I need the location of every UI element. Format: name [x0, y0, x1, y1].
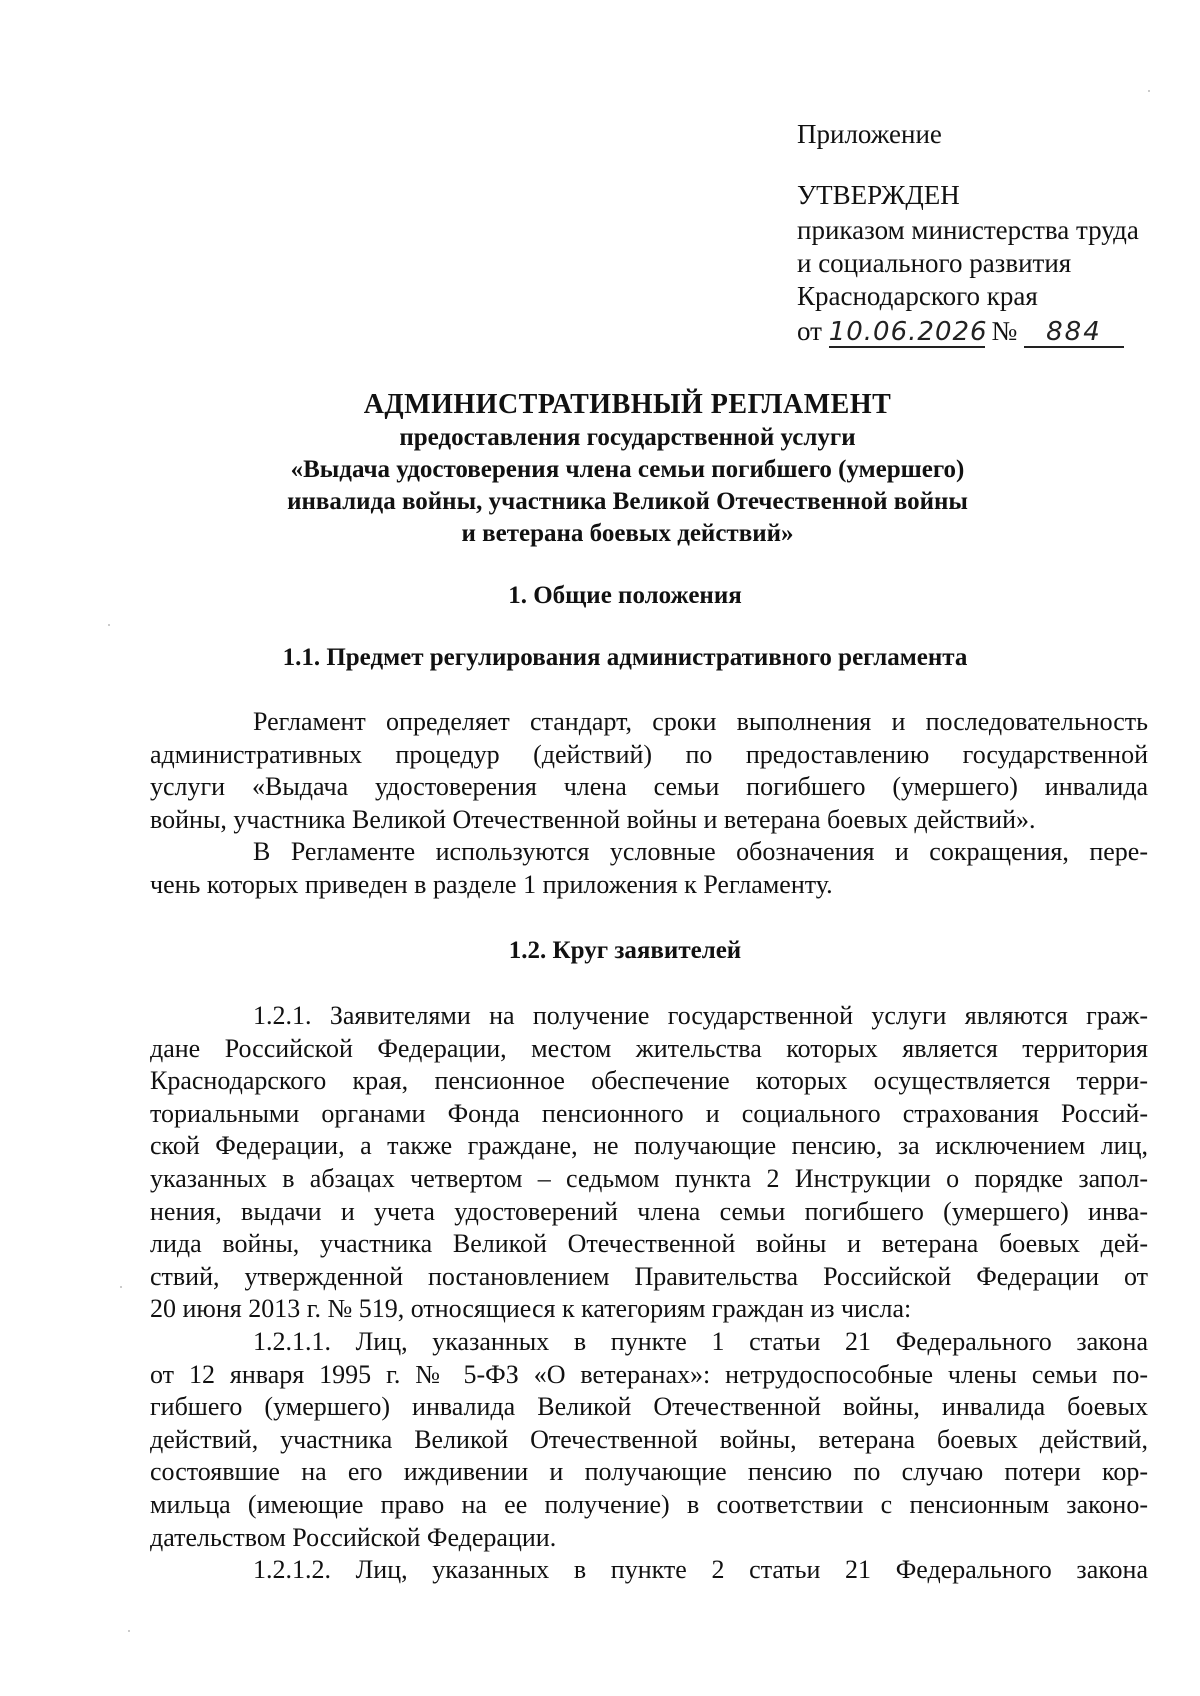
- handwritten-date: 10.06.2026: [828, 317, 988, 347]
- text-line: мильца (имеющие право на ее получение) в соответствии с пенсионным законо-: [150, 1489, 1148, 1519]
- text-line: гибшего (умершего) инвалида Великой Отечественной войны, инвалида боевых: [150, 1392, 1148, 1422]
- text-line: ствий, утвержденной постановлением Правительства Российской Федерации от: [150, 1261, 1148, 1291]
- approved-label: УТВЕРЖДЕН: [797, 180, 960, 210]
- section-1-2-body: [150, 1000, 1148, 1587]
- text-line: от 12 января 1995 г. № 5-ФЗ «О ветеранах»: нетрудоспособные члены семьи по-: [150, 1359, 1148, 1389]
- section-1-1-body: [150, 706, 1148, 902]
- document-title: [150, 388, 1105, 550]
- text-line: состоявшие на его иждивении и получающие пенсию по случаю потери кор-: [150, 1457, 1148, 1487]
- title-line: инвалида войны, участника Великой Отечественной войны: [287, 488, 968, 515]
- handwritten-number: 884: [1024, 318, 1124, 348]
- text-line: ториальными органами Фонда пенсионного и социального страхования Россий-: [150, 1098, 1148, 1128]
- text-line: чень которых приведен в разделе 1 приложения к Регламенту.: [150, 869, 833, 899]
- text-line: услуги «Выдача удостоверения члена семьи погибшего (умершего) инвалида: [150, 772, 1148, 802]
- text-line: лида войны, участника Великой Отечественной войны и ветерана боевых дей-: [150, 1229, 1148, 1259]
- number-prefix: №: [991, 316, 1018, 346]
- title-line: предоставления государственной услуги: [399, 424, 856, 451]
- text-line: войны, участника Великой Отечественной войны и ветерана боевых действий».: [150, 804, 1036, 834]
- title-main: АДМИНИСТРАТИВНЫЙ РЕГЛАМЕНТ: [363, 389, 892, 420]
- text-line: В Регламенте используются условные обозначения и сокращения, пере-: [253, 837, 1148, 867]
- approval-line: и социального развития: [797, 248, 1072, 278]
- scan-speck: [1148, 90, 1150, 92]
- scan-speck: [108, 624, 110, 626]
- subsection-heading: 1.1. Предмет регулирования административного регламента: [282, 644, 968, 671]
- text-line: Регламент определяет стандарт, сроки выполнения и последовательность: [253, 707, 1148, 736]
- approval-line: Краснодарского края: [797, 281, 1038, 311]
- text-line: дательством Российской Федерации.: [150, 1522, 557, 1552]
- text-line: административных процедур (действий) по предоставлению государственной: [150, 739, 1148, 769]
- text-line: 1.2.1. Заявителями на получение государственной услуги являются граж-: [253, 1001, 1148, 1030]
- text-line: 1.2.1.1. Лиц, указанных в пункте 1 статьи 21 Федерального закона: [253, 1326, 1148, 1356]
- appendix-label: Приложение: [797, 119, 942, 149]
- text-line: указанных в абзацах четвертом – седьмом пункта 2 Инструкции о порядке запол-: [150, 1163, 1148, 1193]
- approval-date-line: [797, 315, 1177, 348]
- date-prefix: от: [797, 316, 822, 346]
- title-line: и ветерана боевых действий»: [461, 520, 794, 547]
- text-line: дане Российской Федерации, местом жительства которых является территория: [150, 1033, 1148, 1063]
- scan-speck: [128, 1630, 130, 1632]
- text-line: ской Федерации, а также граждане, не получающие пенсию, за исключением лиц,: [150, 1131, 1148, 1161]
- text-line: 1.2.1.2. Лиц, указанных в пункте 2 статьи 21 Федерального закона: [253, 1555, 1148, 1585]
- text-line: нения, выдачи и учета удостоверений члена семьи погибшего (умершего) инва-: [150, 1196, 1148, 1226]
- text-line: действий, участника Великой Отечественной войны, ветерана боевых действий,: [150, 1424, 1148, 1454]
- text-line: 20 июня 2013 г. № 519, относящиеся к категориям граждан из числа:: [150, 1294, 912, 1324]
- approval-line: приказом министерства труда: [797, 215, 1139, 245]
- section-heading: 1. Общие положения: [508, 582, 742, 609]
- subsection-heading: 1.2. Круг заявителей: [508, 937, 742, 964]
- title-line: «Выдача удостоверения члена семьи погибшего (умершего): [290, 456, 965, 483]
- approval-block: [797, 118, 1177, 348]
- text-line: Краснодарского края, пенсионное обеспечение которых осуществляется терри-: [150, 1066, 1148, 1096]
- scan-speck: [120, 1286, 122, 1288]
